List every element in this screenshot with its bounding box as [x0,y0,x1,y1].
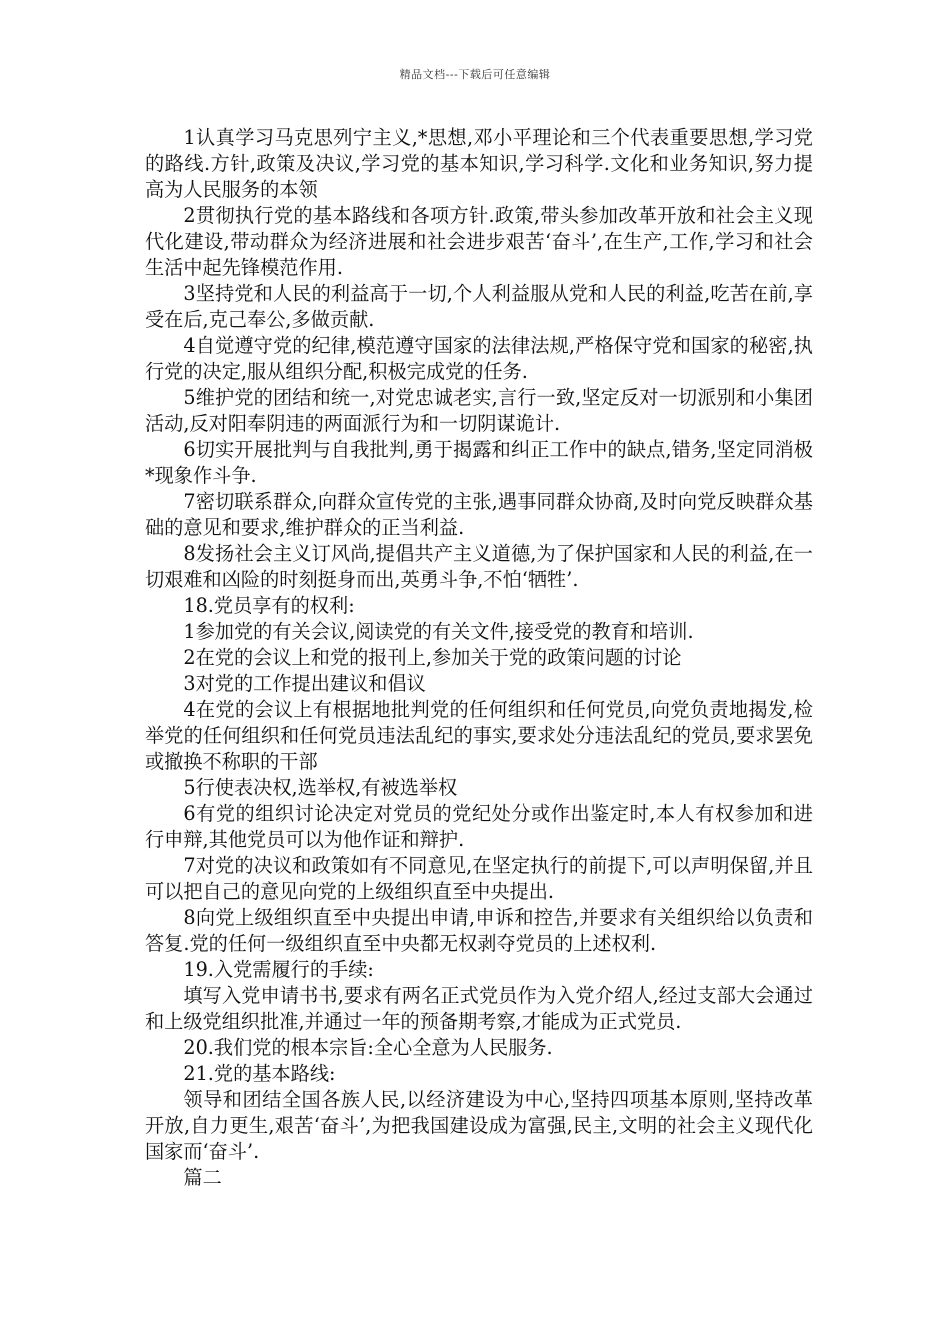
paragraph-procedure: 填写入党申请书书,要求有两名正式党员作为入党介绍人,经过支部大会通过和上级党组织批准,并通过一年的预备期考察,才能成为正式党员. [145,984,813,1033]
section-heading-procedure: 19.入党需履行的手续: [183,958,374,981]
section-heading-basic-line: 21.党的基本路线: [183,1062,336,1085]
section-heading-rights: 18.党员享有的权利: [183,594,355,617]
section-heading-part-two: 篇二 [183,1166,222,1189]
paragraph-duty-2: 2贯彻执行党的基本路线和各项方针.政策,带头参加改革开放和社会主义现代化建设,带动群众为经济进展和社会进步艰苦‘奋斗’,在生产,工作,学习和社会生活中起先锋模范作用. [145,204,813,279]
paragraph-duty-8: 8发扬社会主义订风尚,提倡共产主义道德,为了保护国家和人民的利益,在一切艰难和凶险的时刻挺身而出,英勇斗争,不怕‘牺牲’. [145,542,813,591]
paragraph-right-6: 6有党的组织讨论决定对党员的党纪处分或作出鉴定时,本人有权参加和进行申辩,其他党员可以为他作证和辩护. [145,802,813,851]
paragraph-right-4: 4在党的会议上有根据地批判党的任何组织和任何党员,向党负责地揭发,检举党的任何组织和任何党员违法乱纪的事实,要求处分违法乱纪的党员,要求罢免或撤换不称职的干部 [145,698,813,773]
paragraph-duty-3: 3坚持党和人民的利益高于一切,个人利益服从党和人民的利益,吃苦在前,享受在后,克己奉公,多做贡献. [145,282,813,331]
paragraph-duty-4: 4自觉遵守党的纪律,模范遵守国家的法律法规,严格保守党和国家的秘密,执行党的决定,服从组织分配,积极完成党的任务. [145,334,813,383]
paragraph-right-5: 5行使表决权,选举权,有被选举权 [183,776,458,799]
paragraph-duty-1: 1认真学习马克思列宁主义,*思想,邓小平理论和三个代表重要思想,学习党的路线.方针,政策及决议,学习党的基本知识,学习科学.文化和业务知识,努力提高为人民服务的本领 [145,126,813,201]
paragraph-right-3: 3对党的工作提出建议和倡议 [183,672,426,695]
paragraph-basic-line: 领导和团结全国各族人民,以经济建设为中心,坚持四项基本原则,坚持改革开放,自力更生,艰苦‘奋斗’,为把我国建设成为富强,民主,文明的社会主义现代化国家而‘奋斗’. [145,1088,813,1163]
document-body [145,125,813,1191]
section-heading-purpose: 20.我们党的根本宗旨:全心全意为人民服务. [183,1036,553,1059]
paragraph-right-8: 8向党上级组织直至中央提出申请,申诉和控告,并要求有关组织给以负责和答复.党的任何一级组织直至中央都无权剥夺党员的上述权利. [145,906,813,955]
paragraph-duty-7: 7密切联系群众,向群众宣传党的主张,遇事同群众协商,及时向党反映群众基础的意见和要求,维护群众的正当利益. [145,490,813,539]
paragraph-duty-5: 5维护党的团结和统一,对党忠诚老实,言行一致,坚定反对一切派别和小集团活动,反对阳奉阴违的两面派行为和一切阴谋诡计. [145,386,813,435]
paragraph-duty-6: 6切实开展批判与自我批判,勇于揭露和纠正工作中的缺点,错务,坚定同消极*现象作斗争. [145,438,813,487]
paragraph-right-1: 1参加党的有关会议,阅读党的有关文件,接受党的教育和培训. [183,620,694,643]
paragraph-right-2: 2在党的会议上和党的报刊上,参加关于党的政策问题的讨论 [183,646,682,669]
paragraph-right-7: 7对党的决议和政策如有不同意见,在坚定执行的前提下,可以声明保留,并且可以把自己的意见向党的上级组织直至中央提出. [145,854,813,903]
page-header: 精品文档---下载后可任意编辑 [399,68,551,81]
